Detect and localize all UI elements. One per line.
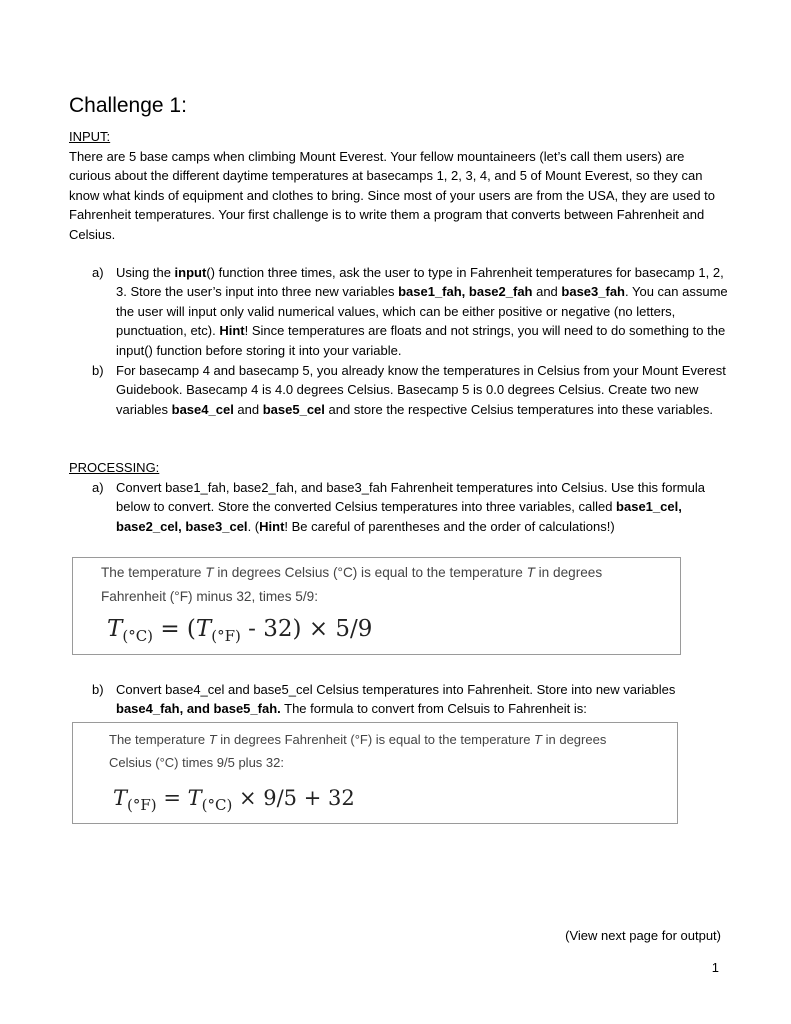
- page-title: Challenge 1:: [69, 94, 187, 117]
- text-run: and: [233, 401, 263, 417]
- list-item-text: [116, 680, 732, 719]
- formula-equation: $T_{(^\circ C)} = (T_{(^\circ F)} - 32) \times 5/9$: [107, 616, 373, 645]
- formula-description-line2: Celsius (°C) times 9/5 plus 32:: [109, 755, 284, 770]
- formula-box-fahrenheit: [72, 722, 678, 824]
- formula-description-line1: The temperature T in degrees Fahrenheit (°F) is equal to the temperature T in degrees: [109, 732, 607, 747]
- bold-text-run: Hint: [259, 518, 285, 534]
- text-run: Using the: [116, 265, 175, 280]
- bold-text-run: base4_fah, and base5_fah.: [116, 701, 281, 717]
- bold-text-run: base1_cel, base2_cel, base3_cel: [116, 499, 682, 534]
- footer-note: (View next page for output): [565, 928, 721, 943]
- list-item-text: [116, 361, 732, 419]
- input-heading: INPUT:: [69, 129, 111, 144]
- input-item-a: [92, 263, 732, 360]
- processing-heading: PROCESSING:: [69, 460, 160, 475]
- input-item-b: [92, 361, 732, 419]
- text-run: and store the respective Celsius temperatures into these variables.: [324, 401, 713, 417]
- text-run: The formula to convert from Celsuis to Fahrenheit is:: [280, 701, 587, 717]
- text-run: Convert base1_fah, base2_fah, and base3_fah Fahrenheit temperatures into Celsius. Use this formula below to convert. Store the converted Celsius temperatures into three variables, called: [116, 480, 705, 515]
- input-paragraph: There are 5 base camps when climbing Mount Everest. Your fellow mountaineers (let’s call them users) are curious about the different daytime temperatures at basecamps 1, 2, 3, 4, and 5 of Mount Everest, so they can know what kinds of equipment and clothes to bring. Since most of your users are from the USA, they are used to Fahrenheit temperatures. Your first challenge is to write them a program that converts between Fahrenheit and Celsius.: [69, 149, 716, 242]
- bold-text-run: base4_cel: [171, 401, 234, 417]
- text-run: . (: [247, 518, 260, 534]
- formula-box-celsius: [72, 557, 681, 655]
- formula-description-line2: Fahrenheit (°F) minus 32, times 5/9:: [101, 589, 318, 604]
- bold-text-run: input: [174, 265, 207, 280]
- text-run: . You can assume the user will input only valid numerical values, which can be either positive or negative (no letters, punctuation, etc).: [116, 284, 728, 339]
- text-run: For basecamp 4 and basecamp 5, you already know the temperatures in Celsius from your Mount Everest Guidebook. Basecamp 4 is 4.0 degrees Celsius. Basecamp 5 is 0.0 degrees Celsius. Create two new variables: [116, 363, 726, 417]
- list-item-text: [116, 263, 732, 360]
- text-run: ! Be careful of parentheses and the order of calculations!): [284, 518, 615, 534]
- bold-text-run: base1_fah, base2_fah: [398, 284, 533, 300]
- formula-description-line1: The temperature T in degrees Celsius (°C) is equal to the temperature T in degrees: [101, 565, 603, 580]
- processing-item-a: [92, 478, 732, 536]
- list-marker: a): [92, 265, 104, 280]
- page-number: 1: [711, 960, 719, 975]
- bold-text-run: Hint: [219, 323, 245, 339]
- text-run: () function three times, ask the user to type in Fahrenheit temperatures for basecamp 1, 2, 3. Store the user’s input into three new variables: [116, 265, 724, 300]
- formula-equation: $T_{(^\circ F)} = T_{(^\circ C)} \times 9/5 + 32$: [113, 786, 355, 814]
- processing-item-b: [92, 680, 732, 719]
- text-run: Convert base4_cel and base5_cel Celsius temperatures into Fahrenheit. Store into new variables: [116, 682, 676, 697]
- bold-text-run: base5_cel: [262, 401, 325, 417]
- list-marker: b): [92, 682, 104, 697]
- list-item-text: [116, 478, 732, 536]
- list-marker: a): [92, 480, 104, 495]
- text-run: and: [532, 284, 562, 300]
- text-run: ! Since temperatures are floats and not strings, you will need to do something to the input() function before storing it into your variable.: [116, 323, 726, 358]
- list-marker: b): [92, 363, 104, 378]
- bold-text-run: base3_fah: [561, 284, 625, 300]
